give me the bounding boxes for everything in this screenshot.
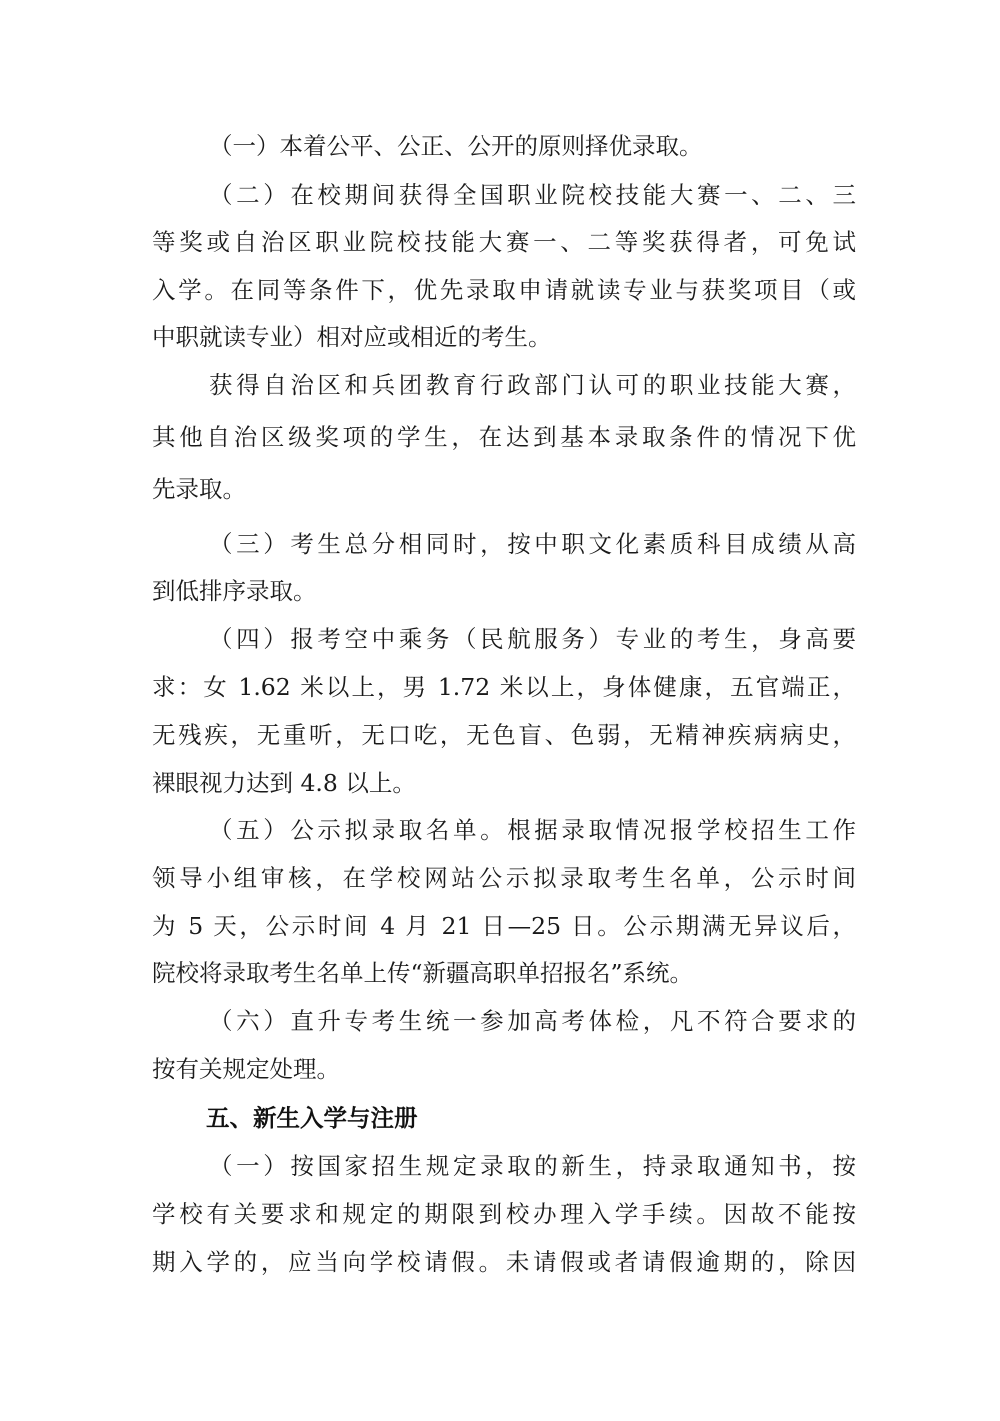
paragraph-line: 求：女 1.62 米以上，男 1.72 米以上，身体健康，五官端正， <box>152 673 856 701</box>
paragraph-line: （五）公示拟录取名单。根据录取情况报学校招生工作 <box>209 816 856 844</box>
paragraph-line: 获得自治区和兵团教育行政部门认可的职业技能大赛， <box>209 371 856 399</box>
paragraph-line: 入学。在同等条件下，优先录取申请就读专业与获奖项目（或 <box>152 276 856 304</box>
paragraph-line: （六）直升专考生统一参加高考体检，凡不符合要求的 <box>209 1007 856 1035</box>
paragraph-line: 先录取。 <box>152 475 246 503</box>
paragraph-line: 为 5 天，公示时间 4 月 21 日—25 日。公示期满无异议后， <box>152 912 856 940</box>
paragraph-line: 其他自治区级奖项的学生，在达到基本录取条件的情况下优 <box>152 423 856 451</box>
paragraph-line: （二）在校期间获得全国职业院校技能大赛一、二、三 <box>209 181 856 209</box>
paragraph-line: 裸眼视力达到 4.8 以上。 <box>152 769 416 797</box>
paragraph-line: 中职就读专业）相对应或相近的考生。 <box>152 323 552 351</box>
paragraph-line: 到低排序录取。 <box>152 577 317 605</box>
paragraph-line: 期入学的，应当向学校请假。未请假或者请假逾期的，除因 <box>152 1248 856 1276</box>
paragraph-line: 无残疾，无重听，无口吃，无色盲、色弱，无精神疾病病史， <box>152 721 856 749</box>
section-heading: 五、新生入学与注册 <box>206 1104 418 1132</box>
paragraph-line: 等奖或自治区职业院校技能大赛一、二等奖获得者，可免试 <box>152 228 856 256</box>
paragraph-line: 院校将录取考生名单上传“新疆高职单招报名”系统。 <box>152 959 694 987</box>
paragraph-line: （一）本着公平、公正、公开的原则择优录取。 <box>209 132 703 160</box>
paragraph-line: （三）考生总分相同时，按中职文化素质科目成绩从高 <box>209 530 856 558</box>
paragraph-line: 按有关规定处理。 <box>152 1055 340 1083</box>
paragraph-line: 领导小组审核，在学校网站公示拟录取考生名单，公示时间 <box>152 864 856 892</box>
paragraph-line: 学校有关要求和规定的期限到校办理入学手续。因故不能按 <box>152 1200 856 1228</box>
paragraph-line: （四）报考空中乘务（民航服务）专业的考生，身高要 <box>209 625 856 653</box>
paragraph-line: （一）按国家招生规定录取的新生，持录取通知书，按 <box>209 1152 856 1180</box>
